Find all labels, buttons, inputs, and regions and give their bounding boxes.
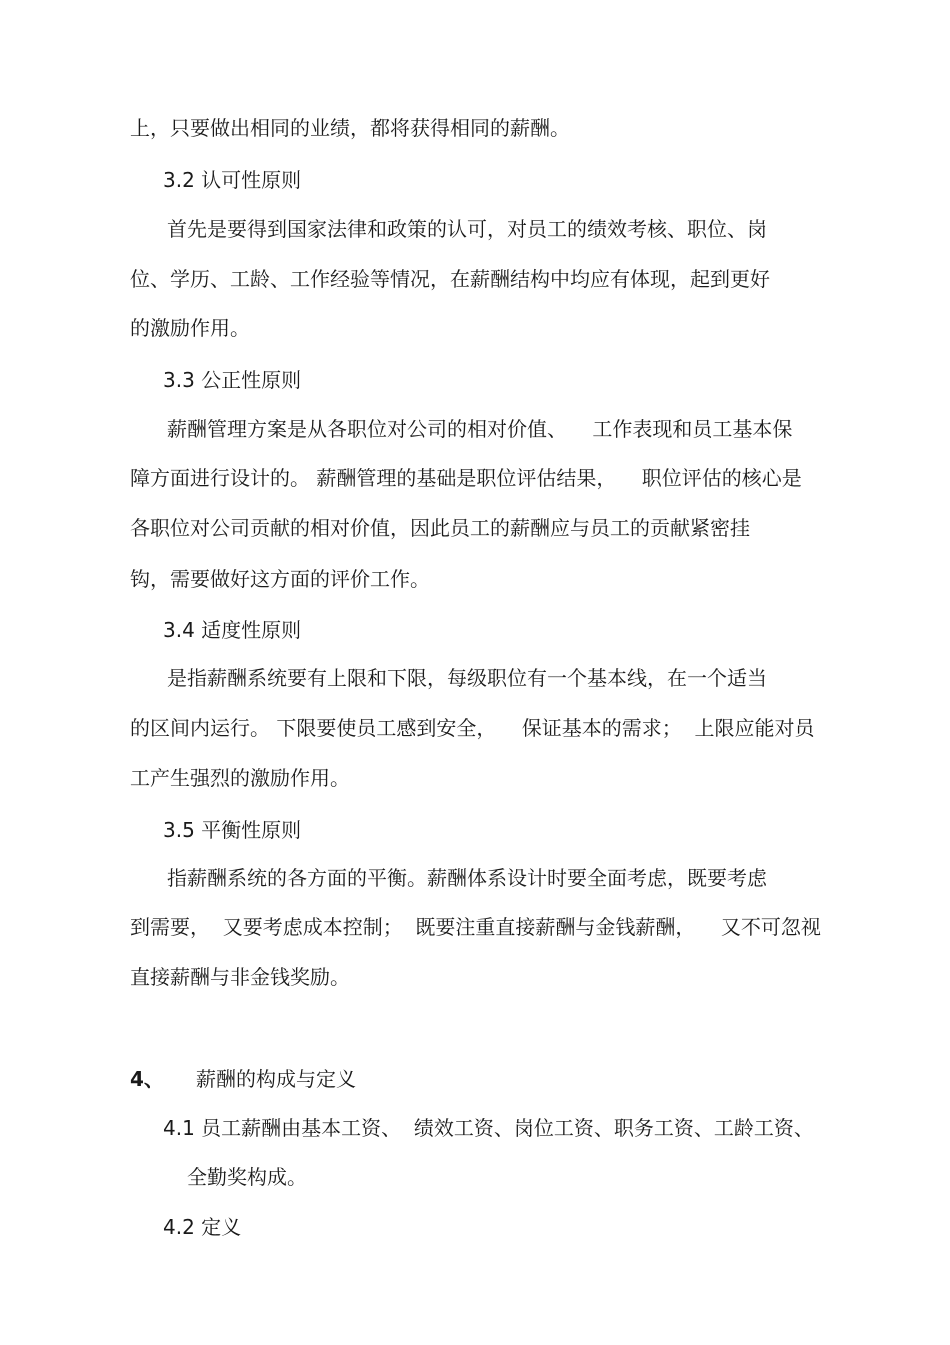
- section-heading-4-2: 4.2 定义: [163, 1215, 242, 1239]
- paragraph-line: 直接薪酬与非金钱奖励。: [130, 965, 350, 989]
- section-heading-3-5: 3.5 平衡性原则: [163, 818, 302, 842]
- section-heading-4: 薪酬的构成与定义: [196, 1067, 356, 1091]
- paragraph-line: 上，只要做出相同的业绩，都将获得相同的薪酬。: [130, 116, 570, 140]
- paragraph-line: 指薪酬系统的各方面的平衡。薪酬体系设计时要全面考虑，既要考虑: [167, 866, 767, 890]
- section-heading-3-4: 3.4 适度性原则: [163, 618, 302, 642]
- paragraph-line: 薪酬管理方案是从各职位对公司的相对价值、 工作表现和员工基本保: [167, 417, 793, 441]
- paragraph-line: 钩，需要做好这方面的评价工作。: [130, 567, 430, 591]
- paragraph-line: 到需要， 又要考虑成本控制； 既要注重直接薪酬与金钱薪酬， 又不可忽视: [130, 915, 821, 939]
- paragraph-line: 的激励作用。: [130, 316, 250, 340]
- paragraph-line: 首先是要得到国家法律和政策的认可，对员工的绩效考核、职位、岗: [167, 217, 767, 241]
- paragraph-line: 各职位对公司贡献的相对价值，因此员工的薪酬应与员工的贡献紧密挂: [130, 516, 750, 540]
- section-number-4: 4、: [130, 1067, 164, 1091]
- section-heading-3-3: 3.3 公正性原则: [163, 368, 302, 392]
- paragraph-line: 是指薪酬系统要有上限和下限，每级职位有一个基本线，在一个适当: [167, 666, 767, 690]
- paragraph-line: 的区间内运行。 下限要使员工感到安全， 保证基本的需求； 上限应能对员: [130, 716, 815, 740]
- section-heading-3-2: 3.2 认可性原则: [163, 168, 302, 192]
- paragraph-line: 位、学历、工龄、工作经验等情况，在薪酬结构中均应有体现，起到更好: [130, 267, 770, 291]
- paragraph-line: 全勤奖构成。: [187, 1165, 307, 1189]
- paragraph-line: 障方面进行设计的。 薪酬管理的基础是职位评估结果， 职位评估的核心是: [130, 466, 802, 490]
- paragraph-line: 4.1 员工薪酬由基本工资、 绩效工资、岗位工资、职务工资、工龄工资、: [163, 1116, 814, 1140]
- paragraph-line: 工产生强烈的激励作用。: [130, 766, 350, 790]
